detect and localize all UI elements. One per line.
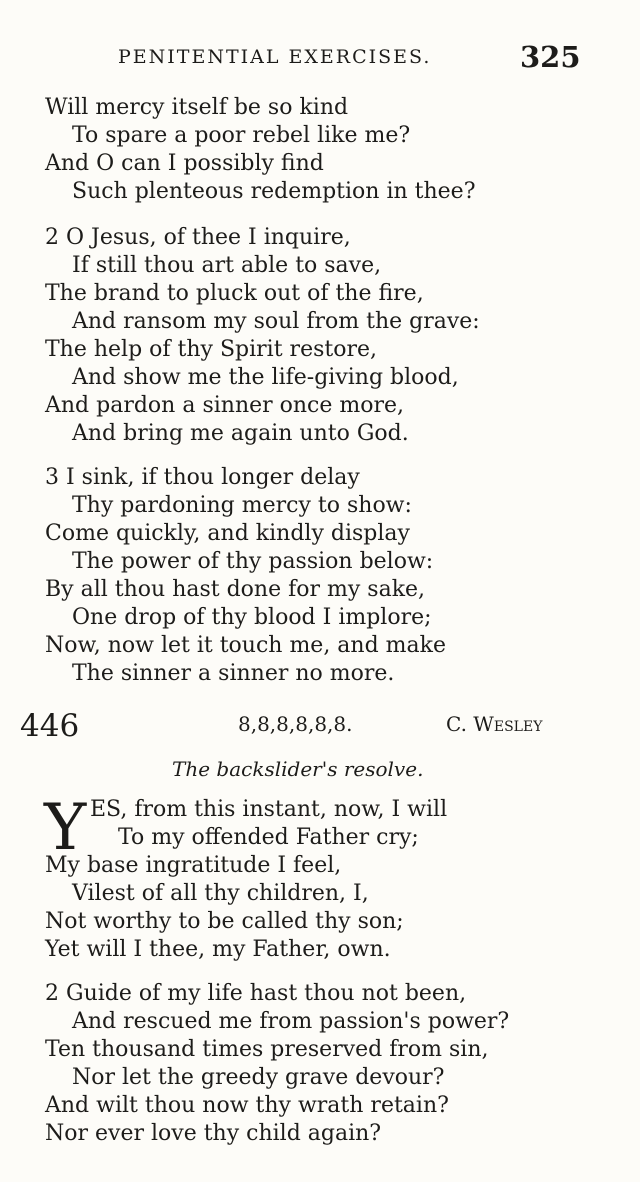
verse-line: Ten thousand times preserved from sin,	[45, 1037, 489, 1062]
verse-line: To spare a poor rebel like me?	[72, 123, 411, 148]
verse-line: Vilest of all thy children, I,	[72, 881, 369, 906]
verse-line: Will mercy itself be so kind	[45, 95, 349, 120]
running-head: PENITENTIAL EXERCISES.	[118, 46, 432, 68]
verse-line: 3 I sink, if thou longer delay	[45, 465, 360, 490]
verse-line: My base ingratitude I feel,	[45, 853, 342, 878]
verse-line: 2 O Jesus, of thee I inquire,	[45, 225, 351, 250]
drop-cap: Y	[44, 791, 87, 865]
verse-line: And bring me again unto God.	[72, 421, 409, 446]
verse-line: And O can I possibly find	[45, 151, 324, 176]
hymn-subtitle: The backslider's resolve.	[172, 757, 424, 781]
hymn-author: C. Wesley	[446, 712, 543, 736]
verse-line: Come quickly, and kindly display	[45, 521, 410, 546]
verse-line: The help of thy Spirit restore,	[45, 337, 377, 362]
verse-line: The sinner a sinner no more.	[72, 661, 395, 686]
verse-line: And show me the life-giving blood,	[72, 365, 459, 390]
verse-line: And rescued me from passion's power?	[72, 1009, 510, 1034]
hymn-number: 446	[20, 708, 80, 744]
verse-line: To my offended Father cry;	[118, 825, 419, 850]
verse-line: Yet will I thee, my Father, own.	[45, 937, 391, 962]
verse-line: The brand to pluck out of the fire,	[45, 281, 424, 306]
verse-line: ES, from this instant, now, I will	[90, 797, 448, 822]
hymn-meter: 8,8,8,8,8,8.	[238, 712, 353, 736]
verse-line: Nor let the greedy grave devour?	[72, 1065, 445, 1090]
verse-line: And wilt thou now thy wrath retain?	[45, 1093, 449, 1118]
verse-line: The power of thy passion below:	[72, 549, 434, 574]
page-number: 325	[520, 40, 581, 74]
verse-line: And ransom my soul from the grave:	[72, 309, 480, 334]
verse-line: And pardon a sinner once more,	[45, 393, 405, 418]
page-header	[0, 40, 640, 80]
verse-line: Now, now let it touch me, and make	[45, 633, 446, 658]
verse-line: By all thou hast done for my sake,	[45, 577, 426, 602]
verse-line: Not worthy to be called thy son;	[45, 909, 404, 934]
verse-line: Such plenteous redemption in thee?	[72, 179, 476, 204]
verse-line: If still thou art able to save,	[72, 253, 382, 278]
verse-line: Nor ever love thy child again?	[45, 1121, 382, 1146]
verse-line: One drop of thy blood I implore;	[72, 605, 432, 630]
verse-line: 2 Guide of my life hast thou not been,	[45, 981, 467, 1006]
verse-line: Thy pardoning mercy to show:	[72, 493, 412, 518]
